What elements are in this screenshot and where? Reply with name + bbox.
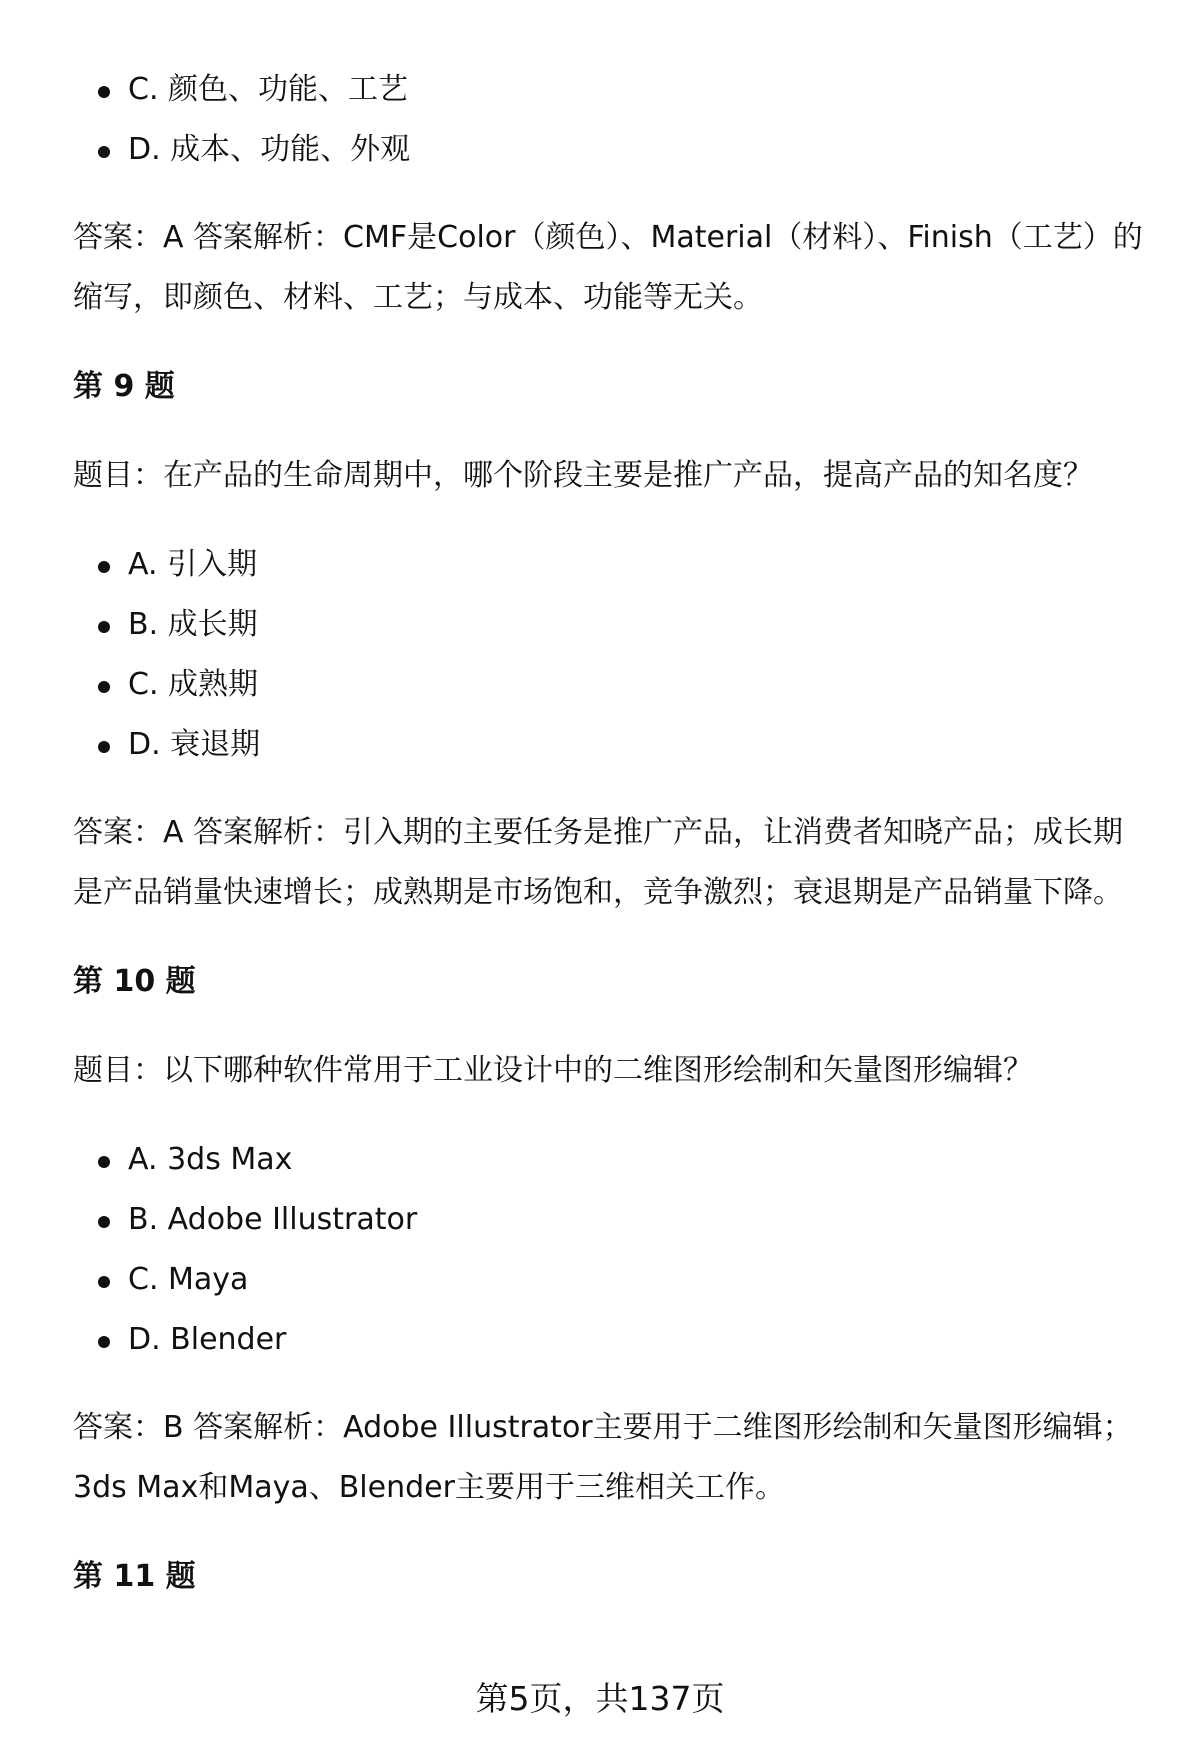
bullet-icon (98, 741, 110, 753)
q9-question: 题目：在产品的生命周期中，哪个阶段主要是推广产品，提高产品的知名度？ (73, 458, 1093, 493)
option-item (0, 60, 410, 120)
bullet-icon (98, 1216, 110, 1228)
option-item (0, 655, 260, 715)
q10-answer: 答案：B 答案解析：Adobe Illustrator主要用于二维图形绘制和矢量图形编辑；3ds Max和Maya、Blender主要用于三维相关工作。 (73, 1410, 1133, 1505)
q8-options (0, 60, 410, 180)
bullet-icon (98, 86, 110, 98)
option-item (0, 535, 260, 595)
bullet-icon (98, 561, 110, 573)
option-text: C. 颜色、功能、工艺 (128, 72, 409, 107)
q10-options (0, 1130, 417, 1370)
option-item (0, 120, 410, 180)
option-item (0, 1250, 417, 1310)
q8-answer: 答案：A 答案解析：CMF是Color（颜色）、Material（材料）、Finish（工艺）的缩写，即颜色、材料、工艺；与成本、功能等无关。 (73, 220, 1143, 315)
q9-answer: 答案：A 答案解析：引入期的主要任务是推广产品，让消费者知晓产品；成长期是产品销量快速增长；成熟期是市场饱和，竞争激烈；衰退期是产品销量下降。 (73, 815, 1124, 910)
page-number: 第5页，共137页 (475, 1679, 725, 1718)
bullet-icon (98, 1336, 110, 1348)
option-text: A. 引入期 (128, 547, 258, 582)
option-text: A. 3ds Max (128, 1142, 293, 1177)
option-item (0, 715, 260, 775)
option-text: B. Adobe Illustrator (128, 1202, 418, 1237)
option-text: C. 成熟期 (128, 667, 259, 702)
bullet-icon (98, 146, 110, 158)
option-item (0, 1310, 417, 1370)
bullet-icon (98, 621, 110, 633)
option-item (0, 595, 260, 655)
option-text: C. Maya (128, 1262, 249, 1297)
bullet-icon (98, 1276, 110, 1288)
option-text: D. 衰退期 (128, 727, 261, 762)
option-item (0, 1190, 417, 1250)
bullet-icon (98, 681, 110, 693)
option-text: D. Blender (128, 1322, 287, 1357)
option-text: D. 成本、功能、外观 (128, 132, 411, 167)
bullet-icon (98, 1156, 110, 1168)
q11-heading: 第 11 题 (73, 1559, 196, 1594)
q9-heading: 第 9 题 (73, 369, 175, 404)
q9-options (0, 535, 260, 775)
option-item (0, 1130, 417, 1190)
q10-heading: 第 10 题 (73, 964, 196, 999)
option-text: B. 成长期 (128, 607, 258, 642)
q10-question: 题目：以下哪种软件常用于工业设计中的二维图形绘制和矢量图形编辑？ (73, 1053, 1033, 1088)
